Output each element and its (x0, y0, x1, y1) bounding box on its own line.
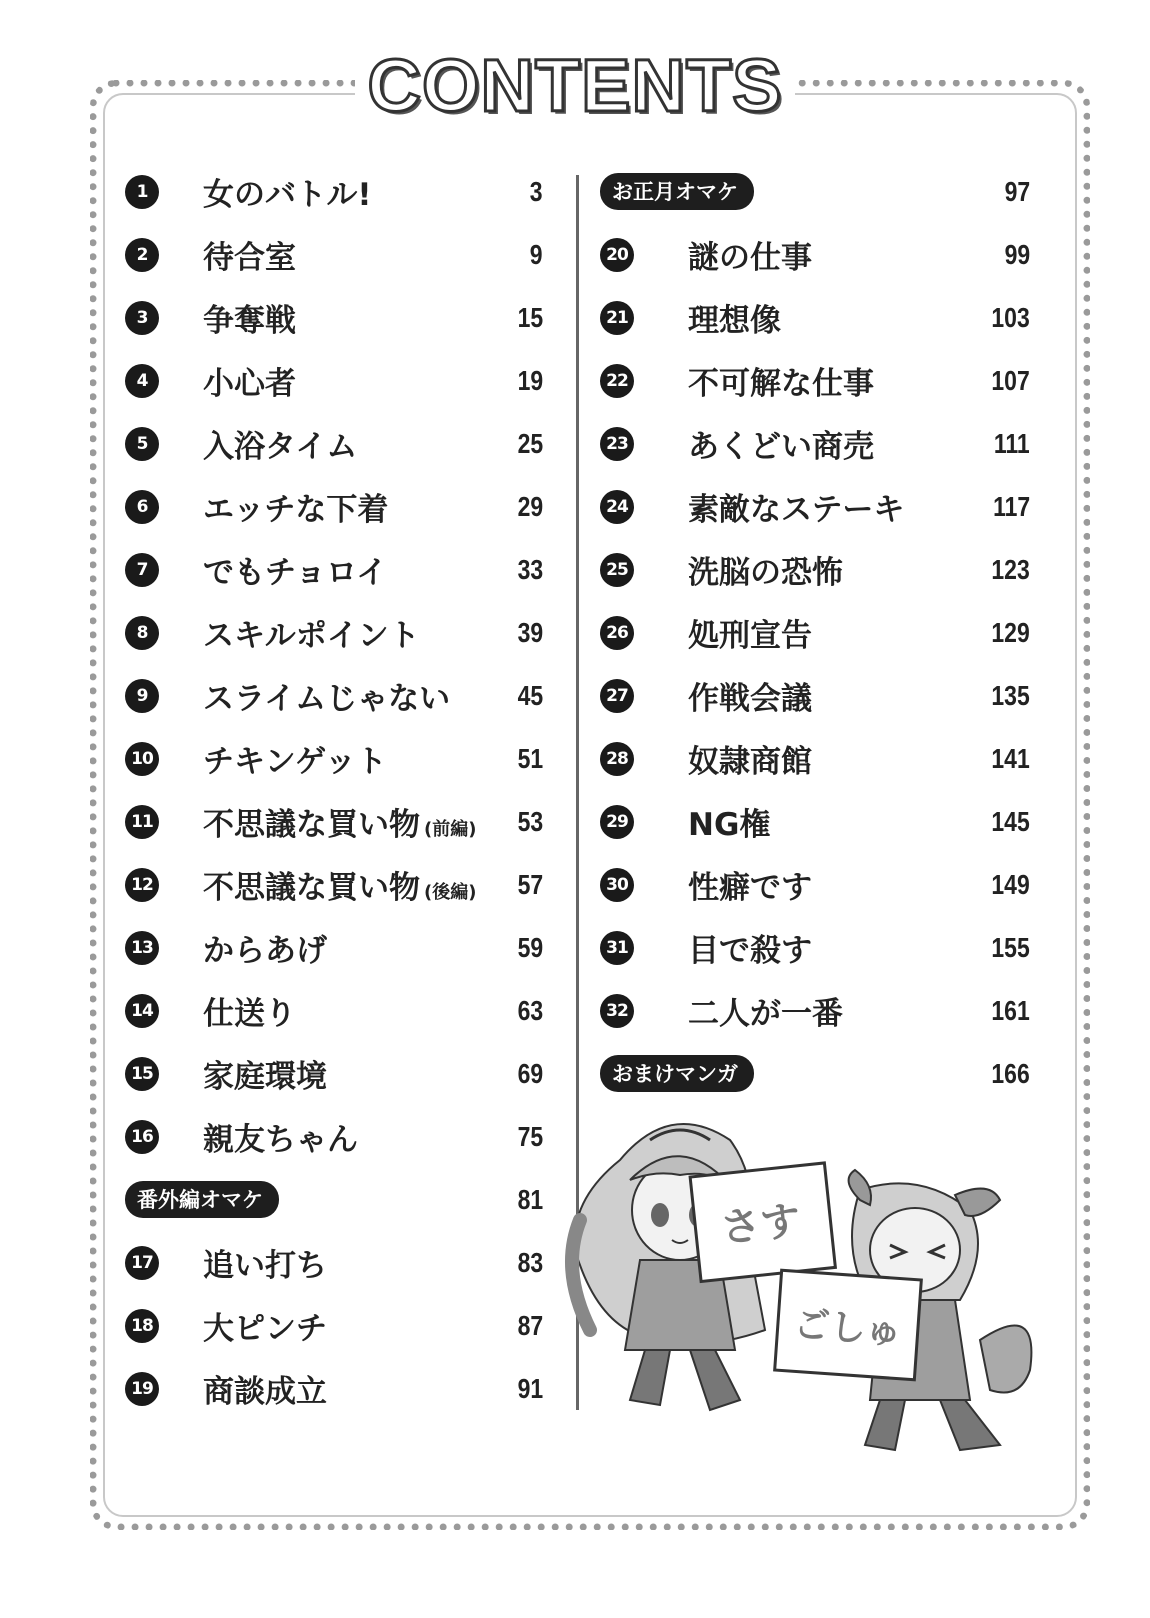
chapter-title (203, 862, 476, 907)
page-number: 99 (1004, 238, 1030, 270)
page-number: 3 (530, 175, 543, 207)
chapter-title-text: 待合室 (203, 240, 296, 276)
toc-chapter-row[interactable] (125, 412, 565, 475)
chapter-title (203, 1366, 327, 1411)
toc-left-column (125, 160, 565, 1420)
chapter-part-note: (後編) (424, 882, 477, 903)
chapter-title (203, 799, 476, 844)
page-number: 111 (994, 427, 1030, 459)
chapter-title (203, 421, 357, 466)
chapter-number-badge: 21 (600, 301, 634, 335)
toc-chapter-row[interactable] (600, 349, 1050, 412)
chapter-number-badge: 26 (600, 616, 634, 650)
chapter-title (203, 232, 296, 277)
chapter-number-badge: 27 (600, 679, 634, 713)
chapter-title (203, 988, 296, 1033)
chapter-number-badge: 28 (600, 742, 634, 776)
chapter-number-badge: 9 (125, 679, 159, 713)
page-number: 135 (991, 679, 1030, 711)
chapter-title (203, 610, 420, 655)
chapter-title-text: 家庭環境 (203, 1059, 327, 1095)
chapter-number-badge: 7 (125, 553, 159, 587)
toc-chapter-row[interactable] (600, 538, 1050, 601)
chapter-title (203, 358, 296, 403)
chapter-title (688, 610, 812, 655)
page-number: 33 (517, 553, 543, 585)
toc-chapter-row[interactable] (125, 475, 565, 538)
chapter-title-text: 女のバトル! (203, 177, 372, 213)
chapter-number-badge: 16 (125, 1120, 159, 1154)
toc-chapter-row[interactable] (125, 1231, 565, 1294)
chapter-number-badge: 17 (125, 1246, 159, 1280)
toc-chapter-row[interactable] (125, 853, 565, 916)
chapter-title-text: NG権 (688, 807, 771, 843)
chapter-title-text: 入浴タイム (203, 429, 358, 465)
toc-chapter-row[interactable] (125, 790, 565, 853)
toc-chapter-row[interactable] (600, 916, 1050, 979)
chapter-number-badge: 23 (600, 427, 634, 461)
chapter-title-text: 仕送り (203, 996, 296, 1032)
chapter-title (203, 295, 296, 340)
sign-text-1: さす (718, 1197, 803, 1253)
toc-chapter-row[interactable] (125, 664, 565, 727)
toc-chapter-row[interactable] (600, 790, 1050, 853)
chapter-title (688, 799, 770, 844)
chapter-title-text: 大ピンチ (203, 1311, 327, 1347)
page-number: 59 (517, 931, 543, 963)
chapter-number-badge: 29 (600, 805, 634, 839)
chapter-title-text: 理想像 (688, 303, 781, 339)
toc-chapter-row[interactable] (600, 601, 1050, 664)
page-number: 69 (517, 1057, 543, 1089)
toc-chapter-row[interactable] (600, 727, 1050, 790)
chapter-title-text: エッチな下着 (203, 492, 389, 528)
chapter-title-text: スライムじゃない (203, 681, 451, 717)
chapter-number-badge: 19 (125, 1372, 159, 1406)
chapter-title-text: からあげ (203, 933, 327, 969)
page-number: 117 (992, 490, 1030, 522)
chapter-title (688, 421, 874, 466)
chapter-number-badge: 1 (125, 175, 159, 209)
chapter-title-text: 商談成立 (203, 1374, 327, 1410)
toc-chapter-row[interactable] (125, 1357, 565, 1420)
chapter-title-text: あくどい商売 (688, 429, 874, 465)
chapter-title (688, 358, 874, 403)
page-number: 29 (517, 490, 543, 522)
section-badge: 番外編オマケ (125, 1181, 279, 1218)
chapter-title (688, 925, 812, 970)
chapter-number-badge: 4 (125, 364, 159, 398)
chibi-characters-illustration (560, 1100, 1060, 1480)
chapter-number-badge: 18 (125, 1309, 159, 1343)
chapter-title-text: 二人が一番 (688, 996, 843, 1032)
page-number: 145 (991, 805, 1030, 837)
page-number: 51 (517, 742, 543, 774)
toc-chapter-row[interactable] (600, 853, 1050, 916)
chapter-title-text: 謎の仕事 (688, 240, 812, 276)
chapter-title-text: スキルポイント (203, 618, 420, 654)
sign-board-2 (775, 1270, 922, 1380)
chapter-number-badge: 3 (125, 301, 159, 335)
chapter-title (688, 673, 812, 718)
chapter-title-text: 処刑宣告 (688, 618, 812, 654)
toc-chapter-row[interactable] (125, 538, 565, 601)
chapter-title-text: 作戦会議 (688, 681, 812, 717)
toc-chapter-row[interactable] (125, 1042, 565, 1105)
toc-chapter-row[interactable] (600, 475, 1050, 538)
chapter-number-badge: 15 (125, 1057, 159, 1091)
toc-chapter-row[interactable] (125, 349, 565, 412)
page-number: 15 (517, 301, 543, 333)
chapter-title (688, 295, 781, 340)
chapter-title-text: 不可解な仕事 (688, 366, 874, 402)
chapter-title-text: チキンゲット (203, 744, 387, 780)
chapter-number-badge: 22 (600, 364, 634, 398)
page-number: 155 (991, 931, 1030, 963)
toc-chapter-row[interactable] (600, 664, 1050, 727)
chapter-title (688, 547, 843, 592)
toc-chapter-row[interactable] (600, 286, 1050, 349)
page-number: 166 (991, 1057, 1030, 1089)
page-number: 57 (517, 868, 543, 900)
page-number: 161 (991, 994, 1030, 1026)
chapter-number-badge: 8 (125, 616, 159, 650)
chapter-title (688, 232, 812, 277)
toc-chapter-row[interactable] (125, 727, 565, 790)
toc-chapter-row[interactable] (125, 979, 565, 1042)
toc-chapter-row[interactable] (125, 286, 565, 349)
page-number: 97 (1004, 175, 1030, 207)
chapter-number-badge: 13 (125, 931, 159, 965)
chapter-title-text: 小心者 (203, 366, 296, 402)
page-number: 9 (530, 238, 543, 270)
chapter-title (203, 169, 372, 214)
page-number: 87 (517, 1309, 543, 1341)
toc-chapter-row[interactable] (125, 223, 565, 286)
chapter-title-text: 性癖です (688, 870, 812, 906)
chapter-title-text: 親友ちゃん (203, 1122, 358, 1158)
chapter-part-note: (前編) (424, 819, 477, 840)
toc-chapter-row[interactable] (125, 160, 565, 223)
chapter-number-badge: 5 (125, 427, 159, 461)
toc-chapter-row[interactable] (125, 1105, 565, 1168)
toc-chapter-row[interactable] (125, 601, 565, 664)
page-number: 129 (991, 616, 1030, 648)
toc-chapter-row[interactable] (600, 412, 1050, 475)
chapter-title (203, 1240, 327, 1285)
chapter-title (203, 925, 327, 970)
chapter-number-badge: 24 (600, 490, 634, 524)
chapter-title-text: 不思議な買い物 (203, 870, 420, 906)
title-banner (355, 30, 795, 140)
toc-chapter-row[interactable] (125, 1294, 565, 1357)
chapter-title (203, 1303, 327, 1348)
chapter-number-badge: 25 (600, 553, 634, 587)
chapter-title (688, 988, 843, 1033)
chapter-title (203, 1051, 327, 1096)
page-number: 81 (517, 1183, 543, 1215)
chapter-number-badge: 14 (125, 994, 159, 1028)
chapter-number-badge: 30 (600, 868, 634, 902)
sign-board-1 (690, 1163, 835, 1282)
chapter-title-text: 奴隷商館 (688, 744, 812, 780)
page-number: 19 (517, 364, 543, 396)
chapter-number-badge: 20 (600, 238, 634, 272)
page-number: 141 (991, 742, 1030, 774)
page-number: 123 (991, 553, 1030, 585)
chapter-title (203, 1114, 358, 1159)
chapter-title-text: 争奪戦 (203, 303, 296, 339)
toc-section-row[interactable] (600, 160, 1050, 223)
page-title: CONTENTS (367, 43, 783, 127)
page-number: 45 (517, 679, 543, 711)
toc-chapter-row[interactable] (600, 223, 1050, 286)
toc-right-column (600, 160, 1050, 1105)
chapter-title (203, 736, 387, 781)
chapter-title-text: 追い打ち (203, 1248, 327, 1284)
toc-chapter-row[interactable] (125, 916, 565, 979)
sign-text-2: ごしゅ (792, 1304, 904, 1353)
page-number: 53 (517, 805, 543, 837)
page-number: 83 (517, 1246, 543, 1278)
chapter-title-text: 不思議な買い物 (203, 807, 420, 843)
chapter-title-text: 洗脳の恐怖 (688, 555, 843, 591)
page-number: 149 (991, 868, 1030, 900)
section-badge: お正月オマケ (600, 173, 754, 210)
page-number: 63 (517, 994, 543, 1026)
chapter-title (688, 736, 812, 781)
page-number: 39 (517, 616, 543, 648)
toc-section-row[interactable] (600, 1042, 1050, 1105)
chapter-number-badge: 32 (600, 994, 634, 1028)
page-number: 91 (517, 1372, 543, 1404)
page-number: 103 (991, 301, 1030, 333)
page-number: 75 (517, 1120, 543, 1152)
page-number: 107 (991, 364, 1030, 396)
chapter-number-badge: 12 (125, 868, 159, 902)
chapter-number-badge: 6 (125, 490, 159, 524)
chapter-title (203, 484, 388, 529)
chapter-title-text: 目で殺す (688, 933, 812, 969)
chapter-title (688, 484, 904, 529)
chapter-number-badge: 11 (125, 805, 159, 839)
chapter-title (203, 547, 387, 592)
chapter-title-text: でもチョロイ (203, 555, 388, 591)
chapter-number-badge: 10 (125, 742, 159, 776)
page-number: 25 (517, 427, 543, 459)
chapter-number-badge: 31 (600, 931, 634, 965)
chapter-title (688, 862, 812, 907)
chapter-title (203, 673, 450, 718)
toc-chapter-row[interactable] (600, 979, 1050, 1042)
chapter-title-text: 素敵なステーキ (688, 492, 905, 528)
chapter-number-badge: 2 (125, 238, 159, 272)
toc-section-row[interactable] (125, 1168, 565, 1231)
section-badge: おまけマンガ (600, 1055, 754, 1092)
